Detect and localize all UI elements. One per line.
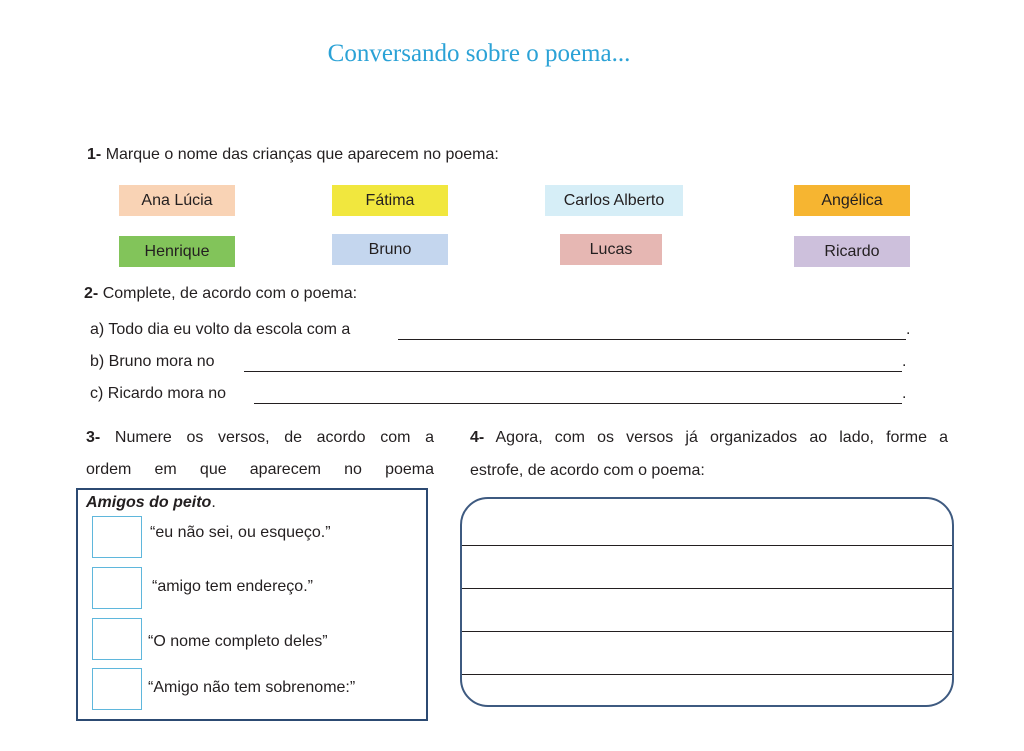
question-3-line-2: ordem em que aparecem no poema (86, 461, 434, 478)
question-2 (84, 284, 357, 304)
name-tag-henrique[interactable] (119, 236, 235, 267)
verse-number-box-2[interactable] (92, 567, 142, 609)
name-tag-bruno[interactable] (332, 234, 448, 265)
answer-end-a: . (906, 321, 911, 338)
verse-number-box-4[interactable] (92, 668, 142, 710)
name-tag-label: Fátima (365, 191, 415, 209)
poem-title-text: Amigos do peito (86, 494, 212, 511)
name-tag-ricardo[interactable] (794, 236, 910, 267)
answer-blank-b[interactable] (244, 371, 902, 372)
verse-4: “Amigo não tem sobrenome:” (148, 679, 356, 696)
name-tag-angelica[interactable] (794, 185, 910, 216)
name-tag-ana-lucia[interactable] (119, 185, 235, 216)
question-1 (87, 145, 499, 165)
name-tag-lucas[interactable] (560, 234, 662, 265)
question-3-number: 3- (86, 429, 101, 446)
question-2c-label: c) Ricardo mora no (90, 385, 227, 402)
question-2-text: Complete, de acordo com o poema: (102, 285, 358, 302)
question-2b-label: b) Bruno mora no (90, 353, 215, 370)
question-4-line-2: estrofe, de acordo com o poema: (470, 462, 705, 479)
name-tag-label: Lucas (589, 240, 633, 258)
verse-1: “eu não sei, ou esqueço.” (150, 524, 331, 541)
answer-blank-a[interactable] (398, 339, 906, 340)
answer-end-c: . (902, 385, 907, 402)
name-tag-label: Ricardo (824, 242, 880, 260)
poem-title (86, 494, 216, 512)
verse-2: “amigo tem endereço.” (152, 578, 313, 595)
question-2a-label: a) Todo dia eu volto da escola com a (90, 321, 351, 338)
verse-number-box-1[interactable] (92, 516, 142, 558)
name-tag-label: Bruno (368, 240, 412, 258)
name-tag-fatima[interactable] (332, 185, 448, 216)
writing-line-3[interactable] (462, 631, 952, 632)
name-tag-label: Henrique (144, 242, 210, 260)
writing-line-4[interactable] (462, 674, 952, 675)
stanza-writing-box[interactable] (460, 497, 954, 707)
question-4-text: Agora, com os versos já organizados ao lado, forme a (495, 429, 949, 446)
writing-line-2[interactable] (462, 588, 952, 589)
question-4-number: 4- (470, 429, 485, 446)
question-1-number: 1- (87, 146, 102, 163)
name-tag-label: Ana Lúcia (141, 191, 213, 209)
name-tag-carlos-alberto[interactable] (545, 185, 683, 216)
question-4-line-1 (470, 429, 948, 447)
question-3-text: Numere os versos, de acordo com a (114, 429, 434, 446)
answer-end-b: . (902, 353, 907, 370)
name-tag-label: Angélica (821, 191, 883, 209)
poem-title-end: . (211, 494, 216, 511)
verse-number-box-3[interactable] (92, 618, 142, 660)
answer-blank-c[interactable] (254, 403, 902, 404)
question-1-text: Marque o nome das crianças que aparecem no poema: (105, 146, 499, 163)
writing-line-1[interactable] (462, 545, 952, 546)
verse-3: “O nome completo deles” (148, 633, 328, 650)
name-tag-label: Carlos Alberto (563, 191, 665, 209)
question-3-line-1 (86, 429, 434, 447)
verse-numbering-box (76, 488, 428, 721)
page-title: Conversando sobre o poema... (327, 40, 631, 67)
question-2-number: 2- (84, 285, 99, 302)
